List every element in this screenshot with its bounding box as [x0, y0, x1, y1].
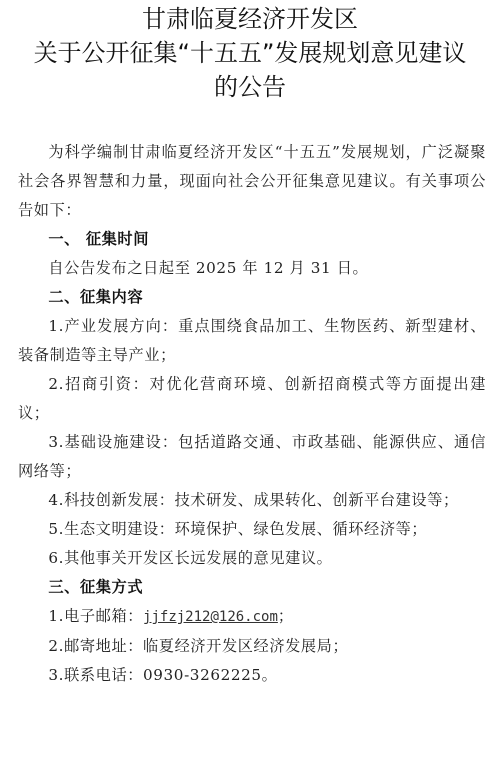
title-line-2: 关于公开征集“十五五”发展规划意见建议 — [33, 39, 467, 67]
title-line-1: 甘肃临夏经济开发区 — [142, 5, 358, 33]
collection-period: 自公告发布之日起至 2025 年 12 月 31 日。 — [48, 259, 369, 277]
contact-email-line — [18, 602, 486, 632]
content-item-2: 2.招商引资：对优化营商环境、创新招商模式等方面提出建议； — [18, 375, 486, 422]
section-heading-content: 二、征集内容 — [48, 288, 144, 306]
intro-paragraph: 为科学编制甘肃临夏经济开发区“十五五”发展规划，广泛凝聚社会各界智慧和力量，现面向社会公开征集意见建议。有关事项公告如下： — [18, 143, 486, 219]
content-item-3: 3.基础设施建设：包括道路交通、市政基础、能源供应、通信网络等； — [18, 433, 486, 480]
contact-phone: 3.联系电话：0930-3262225。 — [48, 666, 278, 684]
title-line-3: 的公告 — [214, 73, 286, 101]
document-title — [0, 2, 500, 104]
contact-mail-address: 2.邮寄地址：临夏经济开发区经济发展局； — [48, 637, 349, 655]
content-item-5: 5.生态文明建设：环境保护、绿色发展、循环经济等； — [48, 520, 428, 538]
email-suffix: ； — [277, 607, 294, 625]
email-label: 1.电子邮箱： — [48, 607, 144, 625]
email-link[interactable]: jjfzj212@126.com — [143, 609, 278, 625]
content-item-1: 1.产业发展方向：重点围绕食品加工、生物医药、新型建材、装备制造等主导产业； — [18, 317, 486, 364]
section-heading-time: 一、 征集时间 — [48, 230, 150, 248]
content-item-4: 4.科技创新发展：技术研发、成果转化、创新平台建设等； — [48, 491, 459, 509]
document-body — [18, 138, 486, 690]
section-heading-method: 三、征集方式 — [48, 578, 144, 596]
content-item-6: 6.其他事关开发区长远发展的意见建议。 — [48, 549, 333, 567]
